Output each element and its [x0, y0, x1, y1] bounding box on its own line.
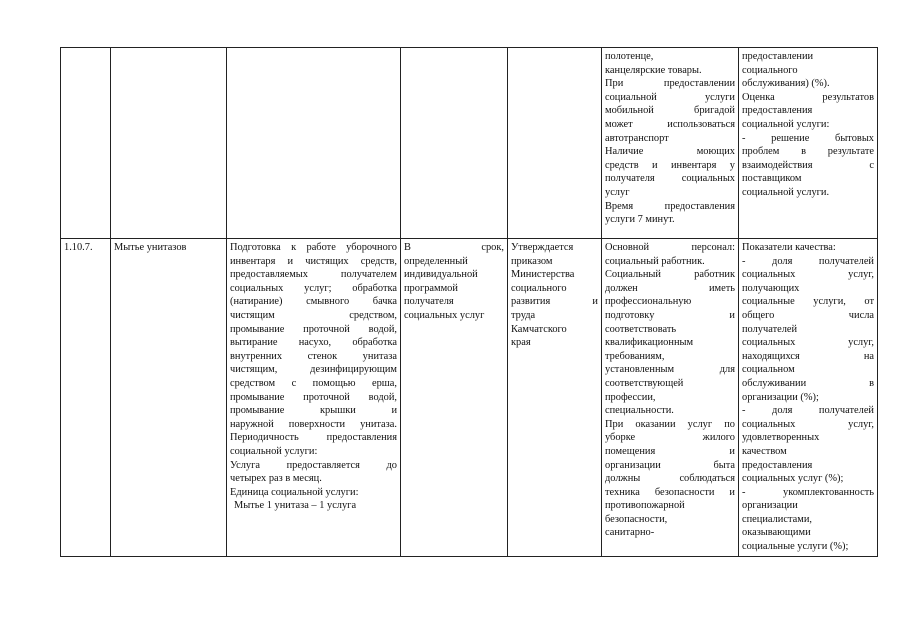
term-cell: [401, 239, 508, 557]
text-line: В срок,: [404, 242, 504, 253]
text-line: качеством: [742, 445, 787, 457]
text-line: Единица социальной услуги:: [230, 486, 359, 498]
text-line: социальные услуги, от: [742, 296, 874, 308]
text-line: социальных услуг,: [742, 418, 874, 430]
text-line: Наличие моющих: [605, 146, 735, 158]
text-line: находящихся на: [742, 350, 874, 362]
text-line: Социальный работник: [605, 269, 735, 281]
text-line: Время предоставления: [605, 200, 735, 212]
text-line: наружной поверхности унитаза.: [230, 418, 397, 430]
text-line: поставщиком: [742, 173, 802, 185]
text-line: удовлетворенных: [742, 432, 820, 444]
text-line: промывание проточной водой,: [230, 323, 397, 335]
description-cell: [227, 239, 401, 557]
service-name-cell: [111, 48, 227, 239]
text-line: - доля получателей: [742, 405, 874, 417]
text-line: получающих: [742, 282, 800, 294]
text-line: - решение бытовых: [742, 132, 874, 144]
text-line: квалификационным: [605, 337, 694, 349]
text-line: уборке жилого: [605, 432, 735, 444]
text-line: должны соблюдаться: [605, 473, 735, 485]
text-line: получателей: [742, 323, 798, 335]
indicators-cell: [739, 48, 878, 239]
text-line: социальные услуги (%);: [742, 541, 849, 553]
text-line: полотенце,: [605, 51, 654, 62]
text-line: санитарно-: [605, 527, 655, 539]
term-cell: [401, 48, 508, 239]
text-line: социальной услуги.: [742, 186, 830, 198]
text-line: установленным для: [605, 364, 735, 376]
text-line: общего числа: [742, 309, 874, 321]
text-line: соответствующей: [605, 377, 684, 389]
row-number: 1.10.7.: [64, 242, 93, 253]
basis-cell: [508, 48, 602, 239]
text-line: социальном: [742, 364, 795, 376]
text-line: организации быта: [605, 459, 735, 471]
text-line: определенный: [404, 255, 468, 267]
text-line: соответствовать: [605, 323, 677, 335]
text-line: профессиональную: [605, 296, 692, 308]
text-line: противопожарной: [605, 500, 685, 512]
text-line: предоставлении: [742, 51, 814, 62]
text-line: четырех раз в месяц.: [230, 473, 322, 485]
text-line: - укомплектованность: [742, 486, 874, 498]
text-line: приказом: [511, 255, 553, 267]
text-line: чистящим, дезинфицирующим: [230, 364, 397, 376]
text-line: Оценка результатов: [742, 91, 874, 103]
text-line: социальных услуг (%);: [742, 473, 844, 485]
text-line: Камчатского: [511, 323, 567, 335]
text-line: безопасности,: [605, 513, 668, 525]
text-line: социальных услуг; обработка: [230, 282, 397, 294]
text-line: средств и инвентаря у: [605, 159, 735, 171]
text-line: социальной услуги:: [742, 118, 830, 130]
text-line: канцелярские товары.: [605, 64, 702, 76]
conditions-cell: [602, 239, 739, 557]
row-number-cell: [61, 239, 111, 557]
text-line: требованиям,: [605, 350, 665, 362]
text-line: специалистами,: [742, 513, 812, 525]
text-line: социальных услуг,: [742, 269, 874, 281]
conditions-cell: [602, 48, 739, 239]
table-row: [61, 239, 878, 557]
text-line: края: [511, 337, 531, 349]
text-line: средством с помощью ерша,: [230, 377, 397, 389]
text-line: получателя социальных: [605, 173, 735, 185]
text-line: помещения и: [605, 445, 735, 457]
row-number-cell: [61, 48, 111, 239]
text-line: получателя: [404, 296, 454, 308]
text-line: должен иметь: [605, 282, 735, 294]
text-line: обслуживании в: [742, 377, 874, 389]
text-line: предоставляемых получателем: [230, 269, 397, 281]
text-line: При оказании услуг по: [605, 418, 735, 430]
text-line: социальных услуг: [404, 309, 485, 321]
text-line: организации: [742, 500, 798, 512]
text-line: социального: [511, 282, 567, 294]
text-line: социальной услуги: [605, 91, 735, 103]
basis-cell: [508, 239, 602, 557]
text-line: автотранспорт: [605, 132, 669, 144]
text-line: социальный работник.: [605, 255, 705, 267]
text-line: Мытье 1 унитаза – 1 услуга: [234, 500, 357, 512]
text-line: организации (%);: [742, 391, 819, 403]
text-line: взаимодействия с: [742, 159, 874, 171]
indicators-cell: [739, 239, 878, 557]
text-line: проблем в результате: [742, 146, 874, 158]
text-line: инвентаря и чистящих средств,: [230, 255, 397, 267]
description-cell: [227, 48, 401, 239]
text-line: При предоставлении: [605, 78, 735, 90]
text-line: социальных услуг,: [742, 337, 874, 349]
text-line: труда: [511, 309, 536, 321]
text-line: услуги 7 минут.: [605, 214, 675, 226]
text-line: социального: [742, 64, 798, 76]
text-line: специальности.: [605, 405, 674, 417]
text-line: техника безопасности и: [605, 486, 735, 498]
service-name: Мытье унитазов: [114, 242, 187, 253]
text-line: Основной персонал:: [605, 242, 735, 253]
text-line: Подготовка к работе уборочного: [230, 242, 397, 253]
text-line: услуг: [605, 186, 630, 198]
text-line: индивидуальной: [404, 269, 478, 281]
text-line: предоставления: [742, 105, 813, 117]
text-line: внутренних стенок унитаза: [230, 350, 397, 362]
text-line: Услуга предоставляется до: [230, 459, 397, 471]
table-row: [61, 48, 878, 239]
text-line: - доля получателей: [742, 255, 874, 267]
text-line: может использоваться: [605, 118, 735, 130]
text-line: развития и: [511, 296, 598, 308]
text-line: (натирание) смывного бачка: [230, 296, 397, 308]
text-line: подготовку и: [605, 309, 735, 321]
text-line: вытирание насухо, обработка: [230, 337, 397, 349]
text-line: мобильной бригадой: [605, 105, 735, 117]
text-line: Показатели качества:: [742, 242, 836, 253]
text-line: профессии,: [605, 391, 656, 403]
text-line: промывание проточной водой,: [230, 391, 397, 403]
text-line: оказывающими: [742, 527, 811, 539]
text-line: Утверждается: [511, 242, 574, 253]
text-line: обслуживания) (%).: [742, 78, 830, 90]
service-name-cell: [111, 239, 227, 557]
text-line: Министерства: [511, 269, 575, 281]
text-line: программой: [404, 282, 458, 294]
text-line: промывание крышки и: [230, 405, 397, 417]
text-line: Периодичность предоставления: [230, 432, 397, 444]
text-line: социальной услуги:: [230, 445, 318, 457]
services-table: [60, 47, 878, 557]
text-line: предоставления: [742, 459, 813, 471]
text-line: чистящим средством,: [230, 309, 397, 321]
